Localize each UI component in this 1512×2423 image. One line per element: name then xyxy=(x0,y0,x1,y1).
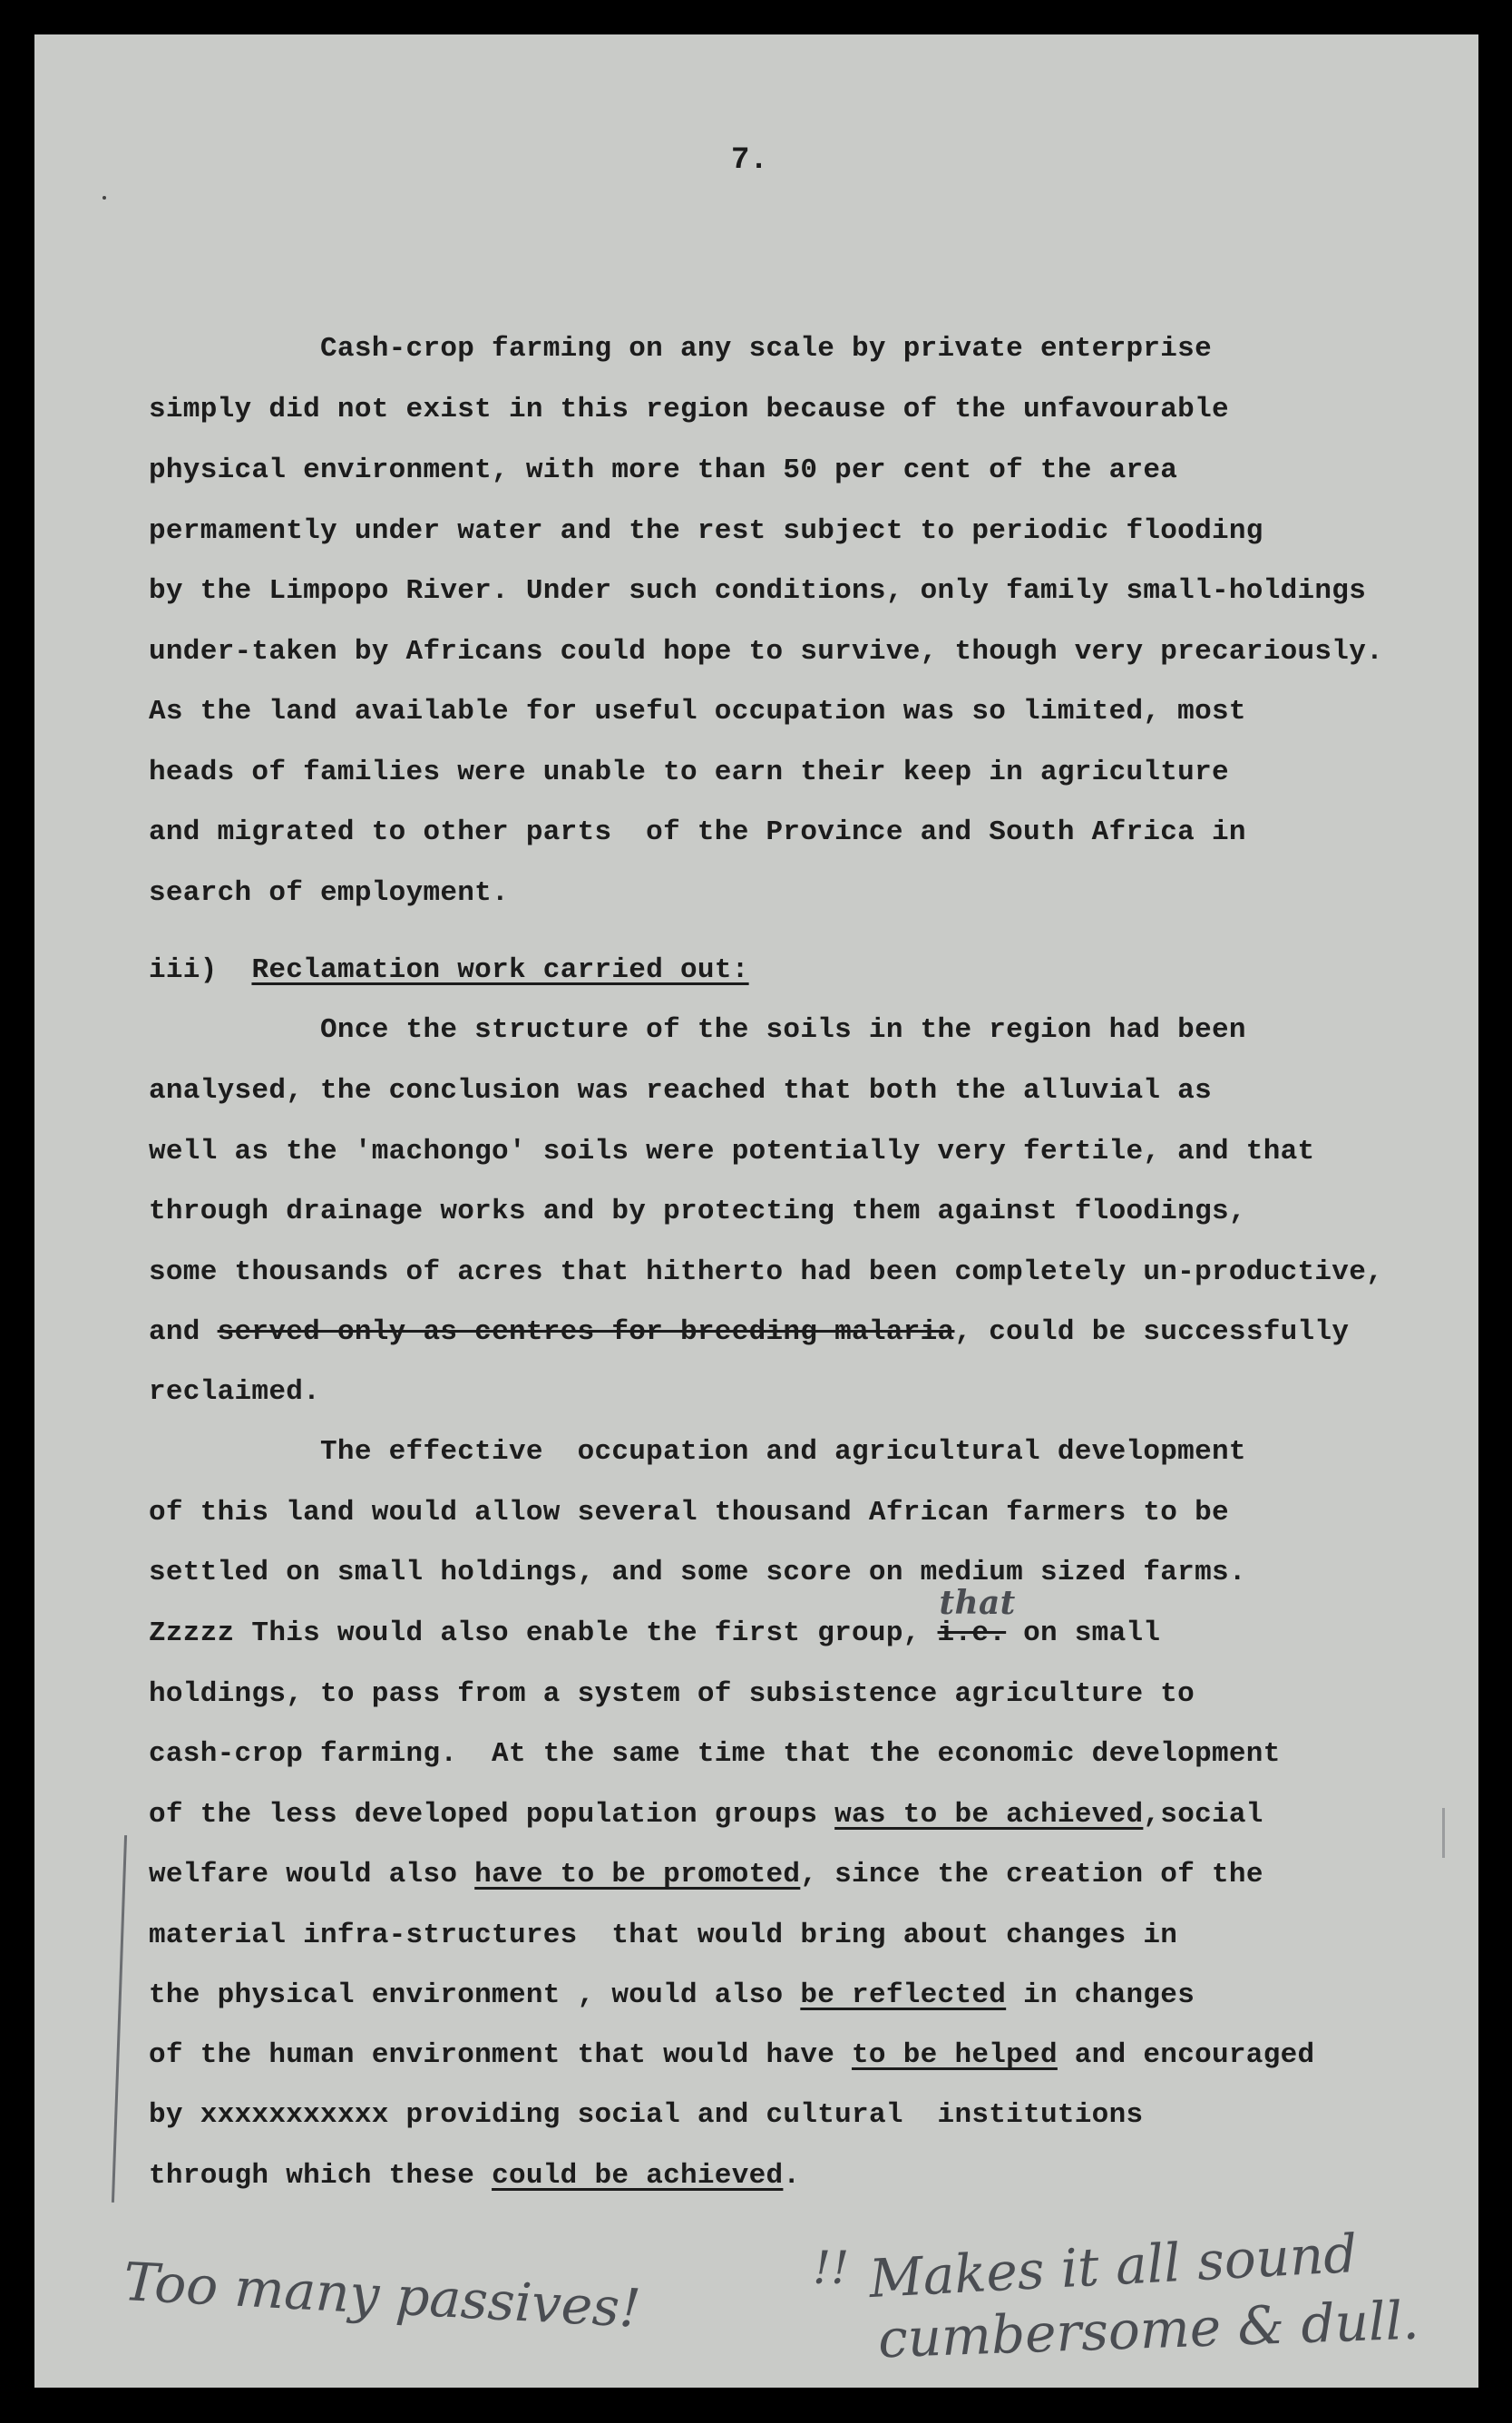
document-page xyxy=(34,34,1478,2388)
para2-line-3: well as the 'machongo' soils were potentially very fertile, and that xyxy=(149,1136,1315,1168)
overtyped-text: xxxxxxxxxxx xyxy=(200,2099,389,2131)
pencil-margin-tick xyxy=(1442,1808,1445,1858)
para1-line-10: search of employment. xyxy=(149,877,509,909)
pencil-margin-line xyxy=(112,1835,127,2203)
page-number: 7. xyxy=(731,143,768,178)
para3-line-6: cash-crop farming. At the same time that the economic development xyxy=(149,1738,1281,1770)
struck-text: i.e. that xyxy=(937,1584,1016,1649)
para3-line-4: Zzzzz This would also enable the first group, i.e. that on small xyxy=(149,1584,1161,1649)
para3-line-13: through which these could be achieved. xyxy=(149,2160,801,2192)
handwritten-note-left: Too many passives! xyxy=(122,2251,642,2340)
handwritten-note-marks: !! xyxy=(813,2242,850,2294)
para1-line-2: simply did not exist in this region because of the unfavourable xyxy=(149,394,1229,425)
underlined-passive: be reflected xyxy=(800,1979,1007,2011)
para3-line-11: of the human environment that would have to be helped and encouraged xyxy=(149,2039,1315,2071)
para3-line-12: by xxxxxxxxxxx providing social and cultural institutions xyxy=(149,2099,1144,2131)
handwritten-note-right-1: Makes it all sound xyxy=(867,2222,1359,2311)
para2-line-1: Once the structure of the soils in the region had been xyxy=(149,1014,1246,1046)
underlined-passive: could be achieved xyxy=(492,2160,784,2192)
ink-speck xyxy=(102,196,106,200)
section-number: iii) xyxy=(149,954,218,986)
struck-text: served only as centres for breeding malaria xyxy=(217,1316,955,1348)
para2-line-2: analysed, the conclusion was reached that both the alluvial as xyxy=(149,1075,1212,1107)
para1-line-4: permamently under water and the rest subject to periodic flooding xyxy=(149,515,1263,547)
para3-line-8: welfare would also have to be promoted, since the creation of the xyxy=(149,1859,1263,1891)
para2-line-6: and served only as centres for breeding malaria, could be successfully xyxy=(149,1316,1350,1348)
para1-line-6: under-taken by Africans could hope to survive, though very precariously. xyxy=(149,636,1384,668)
underlined-passive: to be helped xyxy=(852,2039,1058,2071)
para1-line-5: by the Limpopo River. Under such conditions, only family small-holdings xyxy=(149,575,1367,607)
section-title: Reclamation work carried out: xyxy=(251,954,749,986)
para1-line-3: physical environment, with more than 50 per cent of the area xyxy=(149,454,1178,486)
underlined-passive: was to be achieved xyxy=(834,1799,1144,1831)
para2-line-5: some thousands of acres that hitherto had been completely un-productive, xyxy=(149,1256,1384,1288)
para2-line-4: through drainage works and by protecting them against floodings, xyxy=(149,1196,1246,1227)
para1-line-1: Cash-crop farming on any scale by private enterprise xyxy=(149,333,1212,365)
para3-line-1: The effective occupation and agricultural development xyxy=(149,1436,1246,1468)
para3-line-10: the physical environment , would also be reflected in changes xyxy=(149,1979,1195,2011)
handwritten-note-right-2: cumbersome & dull. xyxy=(876,2289,1420,2370)
para1-line-9: and migrated to other parts of the Province and South Africa in xyxy=(149,816,1246,848)
para3-line-9: material infra-structures that would bring about changes in xyxy=(149,1920,1178,1951)
para2-line-7: reclaimed. xyxy=(149,1376,321,1408)
para3-line-5: holdings, to pass from a system of subsistence agriculture to xyxy=(149,1678,1195,1710)
para3-line-2: of this land would allow several thousand African farmers to be xyxy=(149,1497,1229,1529)
overtyped-prefix: Zzzzz xyxy=(149,1617,235,1649)
para1-line-7: As the land available for useful occupation was so limited, most xyxy=(149,696,1246,728)
para1-line-8: heads of families were unable to earn their keep in agriculture xyxy=(149,757,1229,788)
para3-line-3: settled on small holdings, and some score on medium sized farms. xyxy=(149,1557,1246,1588)
para3-line-7: of the less developed population groups was to be achieved,social xyxy=(149,1799,1263,1831)
section-heading xyxy=(149,953,749,989)
handwritten-insert: that xyxy=(939,1584,1016,1622)
underlined-passive: have to be promoted xyxy=(474,1859,801,1891)
